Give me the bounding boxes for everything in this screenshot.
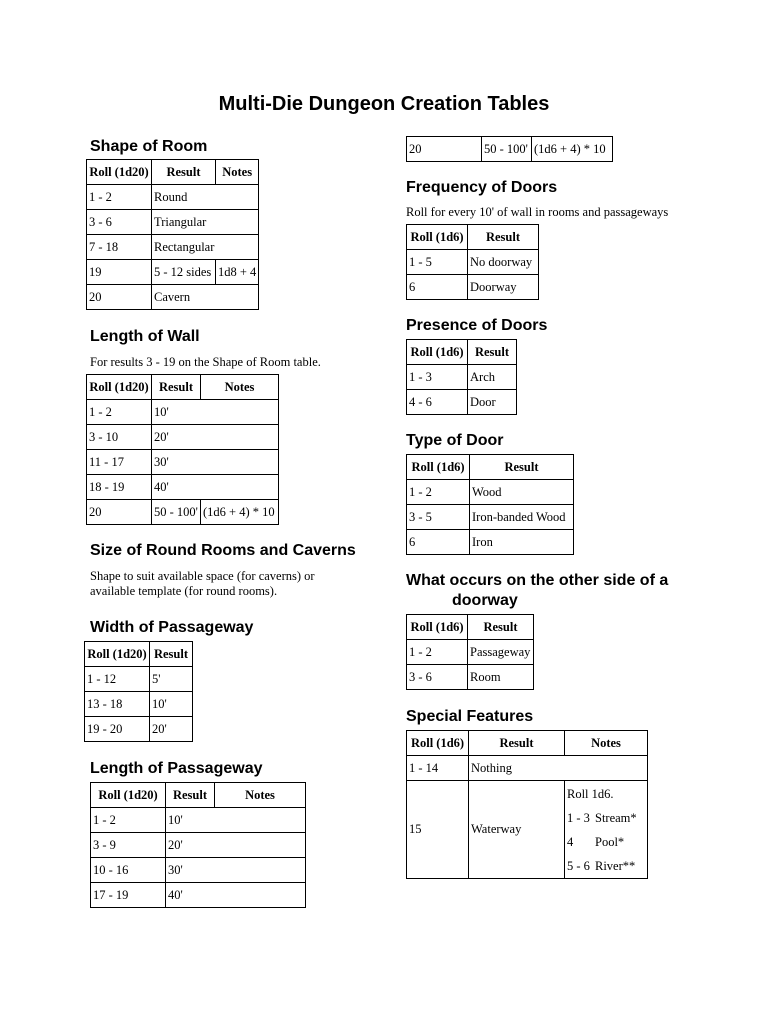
col-header: Notes [565,731,648,756]
table-row [87,475,279,500]
cell: 40' [166,883,306,908]
page-title: Multi-Die Dungeon Creation Tables [218,93,550,115]
cell: 10 - 16 [91,858,166,883]
cell: Waterway [469,781,565,879]
table-row [407,480,574,505]
cell: 3 - 5 [407,505,470,530]
cell: Passageway [468,640,534,665]
cell: 20 [87,500,152,525]
cell: 15 [407,781,469,879]
cell: 1 - 2 [407,480,470,505]
cell: 4 - 6 [407,390,468,415]
table-row [407,530,574,555]
col-header: Result [152,160,216,185]
table-row [87,450,279,475]
cell: 6 [407,275,468,300]
table-row [407,390,517,415]
col-header: Notes [216,160,259,185]
cell: No doorway [468,250,539,275]
length-of-wall-table [86,374,279,525]
notes-cell [565,781,648,879]
col-header: Result [468,340,517,365]
length-of-wall-heading: Length of Wall [90,328,200,345]
cell: Rectangular [152,235,259,260]
cell: 5' [150,667,193,692]
note-line: 1 - 3 Stream* [567,810,637,825]
cell: Triangular [152,210,259,235]
col-header: Result [150,642,193,667]
note-line: 5 - 6 River** [567,858,636,873]
shape-of-room-heading: Shape of Room [90,138,208,155]
cell: 18 - 19 [87,475,152,500]
cell: 20 [87,285,152,310]
cell: 1 - 12 [85,667,150,692]
cell: (1d6 + 4) * 10 [201,500,279,525]
table-row [407,665,534,690]
cell: 3 - 6 [87,210,152,235]
cell: Round [152,185,259,210]
cell: 1 - 3 [407,365,468,390]
cell: 3 - 9 [91,833,166,858]
table-row [85,717,193,742]
other-side-table [406,614,534,690]
cell: Nothing [469,756,648,781]
cell: 20' [166,833,306,858]
cell: 20 [407,137,482,162]
cell: 1 - 2 [407,640,468,665]
special-features-table [406,730,648,879]
cell: 1 - 2 [87,400,152,425]
cell: 40' [152,475,279,500]
frequency-of-doors-heading: Frequency of Doors [406,179,558,196]
col-header: Roll (1d20) [85,642,150,667]
cell: 1 - 14 [407,756,469,781]
cell: 13 - 18 [85,692,150,717]
frequency-of-doors-note: Roll for every 10' of wall in rooms and passageways [406,205,669,219]
table-row [91,858,306,883]
table-row [87,235,259,260]
table-row [85,667,193,692]
cell: 10' [166,808,306,833]
cell: 5 - 12 sides [152,260,216,285]
table-row [407,781,648,879]
cell: 10' [150,692,193,717]
cell: 6 [407,530,470,555]
cell: 3 - 10 [87,425,152,450]
length-of-passageway-table [90,782,306,908]
table-row [87,185,259,210]
col-header: Result [468,225,539,250]
col-header: Roll (1d20) [91,783,166,808]
table-row [87,210,259,235]
width-of-passageway-table [84,641,193,742]
note-line: Roll 1d6. [567,786,614,801]
col-header: Notes [215,783,306,808]
table-row [91,808,306,833]
table-row [87,500,279,525]
cell: 30' [152,450,279,475]
table-row [407,275,539,300]
cell: Cavern [152,285,259,310]
table-row [87,285,259,310]
table-row [407,756,648,781]
type-of-door-table [406,454,574,555]
other-side-heading-line2: doorway [452,592,518,609]
cell: 7 - 18 [87,235,152,260]
other-side-heading-line1: What occurs on the other side of a [406,572,669,589]
cell: 1d8 + 4 [216,260,259,285]
col-header: Result [166,783,215,808]
shape-of-room-table [86,159,259,310]
cell: Room [468,665,534,690]
col-header: Result [468,615,534,640]
size-round-rooms-heading: Size of Round Rooms and Caverns [90,542,356,559]
cell: 1 - 5 [407,250,468,275]
col-header: Roll (1d6) [407,731,469,756]
col-header: Roll (1d6) [407,615,468,640]
table-row [407,640,534,665]
table-row [87,260,259,285]
col-header: Roll (1d6) [407,225,468,250]
table-row [407,505,574,530]
special-features-heading: Special Features [406,708,534,725]
frequency-of-doors-table [406,224,539,300]
cell: 1 - 2 [87,185,152,210]
cell: 50 - 100' [152,500,201,525]
cell: (1d6 + 4) * 10 [532,137,613,162]
col-header: Result [469,731,565,756]
cell: Door [468,390,517,415]
length-of-wall-note: For results 3 - 19 on the Shape of Room table. [90,355,321,369]
cell: 1 - 2 [91,808,166,833]
table-row [91,833,306,858]
length-of-passageway-heading: Length of Passageway [90,760,263,777]
presence-of-doors-heading: Presence of Doors [406,317,548,334]
width-of-passageway-heading: Width of Passageway [90,619,254,636]
cell: 11 - 17 [87,450,152,475]
cell: 19 [87,260,152,285]
col-header: Result [470,455,574,480]
cell: 30' [166,858,306,883]
presence-of-doors-table [406,339,517,415]
table-row [91,883,306,908]
col-header: Notes [201,375,279,400]
table-row [407,365,517,390]
col-header: Roll (1d20) [87,375,152,400]
cell: Iron-banded Wood [470,505,574,530]
cell: 20' [152,425,279,450]
type-of-door-heading: Type of Door [406,432,504,449]
col-header: Result [152,375,201,400]
cell: Arch [468,365,517,390]
col-header: Roll (1d20) [87,160,152,185]
cell: 19 - 20 [85,717,150,742]
table-row [407,250,539,275]
note-line: 4 Pool* [567,834,625,849]
table-row [87,400,279,425]
cell: Doorway [468,275,539,300]
cell: 17 - 19 [91,883,166,908]
col-header: Roll (1d6) [407,455,470,480]
cell: 50 - 100' [482,137,532,162]
length-of-passageway-continued-table [406,136,613,162]
cell: 10' [152,400,279,425]
cell: Wood [470,480,574,505]
cell: Iron [470,530,574,555]
cell: 3 - 6 [407,665,468,690]
table-row [85,692,193,717]
cell: 20' [150,717,193,742]
size-round-rooms-note: Shape to suit available space (for caverns) or available template (for round rooms). [90,569,315,598]
table-row [407,137,613,162]
table-row [87,425,279,450]
col-header: Roll (1d6) [407,340,468,365]
